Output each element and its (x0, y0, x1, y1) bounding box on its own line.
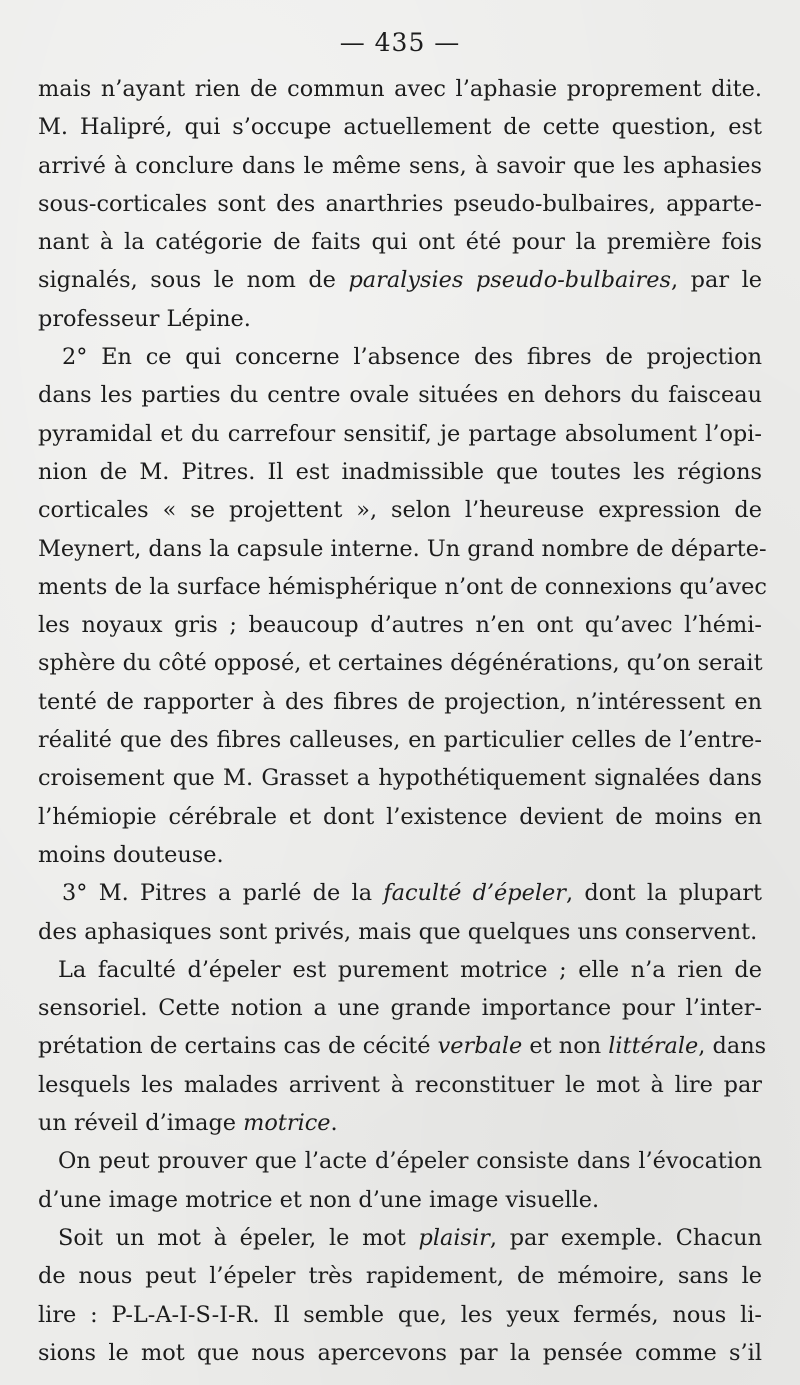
text-line (38, 185, 762, 223)
text-line (38, 644, 762, 682)
text-line (38, 568, 767, 606)
text-segment: mais n’ayant rien de commun avec l’aphasie proprement dite. (38, 76, 762, 102)
page-number: — 435 — (339, 28, 461, 57)
text-segment: moins douteuse. (38, 841, 224, 868)
text-segment: réalité que des fibres calleuses, en particulier celles de l’entre- (38, 727, 762, 754)
text-segment: les noyaux gris ; beaucoup d’autres n’en ont qu’avec l’hémi- (38, 612, 762, 639)
text-line (38, 683, 762, 721)
text-segment: et non (522, 1033, 609, 1060)
italic-text: faculté d’épeler (383, 880, 567, 907)
text-segment: , dans (698, 1033, 767, 1060)
text-line (38, 836, 762, 874)
text-line (38, 1334, 762, 1372)
text-segment: de nous peut l’épeler très rapidement, de mémoire, sans le (38, 1263, 762, 1290)
text-line (38, 261, 762, 299)
text-segment: tenté de rapporter à des fibres de projection, n’intéressent en (38, 688, 762, 715)
text-segment: lesquels les malades arrivent à reconstituer le mot à lire par (38, 1071, 762, 1098)
text-segment: dans les parties du centre ovale situées en dehors du faisceau (38, 382, 762, 409)
text-segment: Meynert, dans la capsule interne. Un grand nombre de départe- (38, 535, 767, 562)
text-line (38, 1181, 762, 1219)
text-line (38, 415, 762, 453)
italic-text: plaisir (418, 1224, 490, 1251)
text-line (38, 1104, 762, 1142)
text-segment: prétation de certains cas de cécité (38, 1033, 438, 1060)
text-segment: 2° En ce qui concerne l’absence des fibres de projection (62, 344, 762, 371)
text-segment: sensoriel. Cette notion a une grande importance pour l’inter- (38, 995, 762, 1022)
text-segment: sous-corticales sont des anarthries pseudo-bulbaires, apparte- (38, 190, 762, 217)
text-line (38, 759, 762, 797)
text-segment: lire : P-L-A-I-S-I-R. Il semble que, les yeux fermés, nous li- (38, 1301, 762, 1328)
text-line (38, 721, 762, 759)
text-segment: , par exemple. Chacun (489, 1224, 762, 1251)
text-line (38, 798, 762, 836)
italic-text: littérale (608, 1033, 699, 1060)
text-line (38, 913, 762, 951)
text-segment: . (330, 1110, 338, 1137)
text-line (38, 223, 762, 261)
text-segment: , par le (671, 267, 762, 294)
body-text (38, 70, 767, 1372)
italic-text: verbale (437, 1033, 523, 1060)
text-line (38, 453, 762, 491)
text-segment: 3° M. Pitres a parlé de la (62, 880, 384, 907)
text-line (38, 491, 762, 529)
text-segment: professeur Lépine. (38, 305, 251, 332)
italic-text: motrice (243, 1110, 331, 1137)
text-line (38, 376, 762, 414)
text-segment: Soit un mot à épeler, le mot (58, 1224, 419, 1251)
text-line (38, 1027, 767, 1065)
text-line (38, 874, 762, 912)
text-line (38, 1066, 762, 1104)
text-line (38, 147, 762, 185)
text-line (38, 1142, 762, 1180)
text-line (38, 338, 762, 376)
italic-text: paralysies pseudo-bulbaires (348, 267, 672, 294)
text-line (38, 1219, 762, 1257)
text-segment: un réveil d’image (38, 1110, 244, 1137)
text-segment: arrivé à conclure dans le même sens, à savoir que les aphasies (38, 152, 762, 179)
text-segment: pyramidal et du carrefour sensitif, je partage absolument l’opi- (38, 420, 762, 447)
text-line (38, 1296, 762, 1334)
text-line (38, 606, 762, 644)
text-segment: des aphasiques sont privés, mais que quelques uns conservent. (38, 918, 758, 945)
text-segment: sions le mot que nous apercevons par la pensée comme s’il (38, 1339, 762, 1366)
text-line (38, 989, 762, 1027)
text-segment: l’hémiopie cérébrale et dont l’existence devient de moins en (38, 803, 762, 830)
text-segment: d’une image motrice et non d’une image visuelle. (38, 1186, 600, 1213)
text-segment: corticales « se projettent », selon l’heureuse expression de (38, 497, 762, 524)
text-segment: , dont la plupart (566, 880, 762, 907)
text-segment: nion de M. Pitres. Il est inadmissible que toutes les régions (38, 458, 762, 485)
text-line (38, 1257, 762, 1295)
text-line (38, 951, 762, 989)
text-segment: ments de la surface hémisphérique n’ont de connexions qu’avec (38, 573, 767, 600)
text-segment: On peut prouver que l’acte d’épeler consiste dans l’évocation (58, 1148, 762, 1175)
text-segment: signalés, sous le nom de (38, 267, 349, 294)
text-segment: nant à la catégorie de faits qui ont été pour la première fois (38, 229, 762, 256)
text-line (38, 70, 762, 108)
text-line (38, 108, 762, 146)
text-segment: croisement que M. Grasset a hypothétiquement signalées dans (38, 765, 762, 792)
text-segment: La faculté d’épeler est purement motrice ; elle n’a rien de (58, 956, 762, 983)
text-segment: sphère du côté opposé, et certaines dégénérations, qu’on serait (38, 650, 763, 677)
text-line (38, 530, 767, 568)
text-segment: M. Halipré, qui s’occupe actuellement de cette question, est (38, 114, 762, 141)
text-line (38, 300, 762, 338)
